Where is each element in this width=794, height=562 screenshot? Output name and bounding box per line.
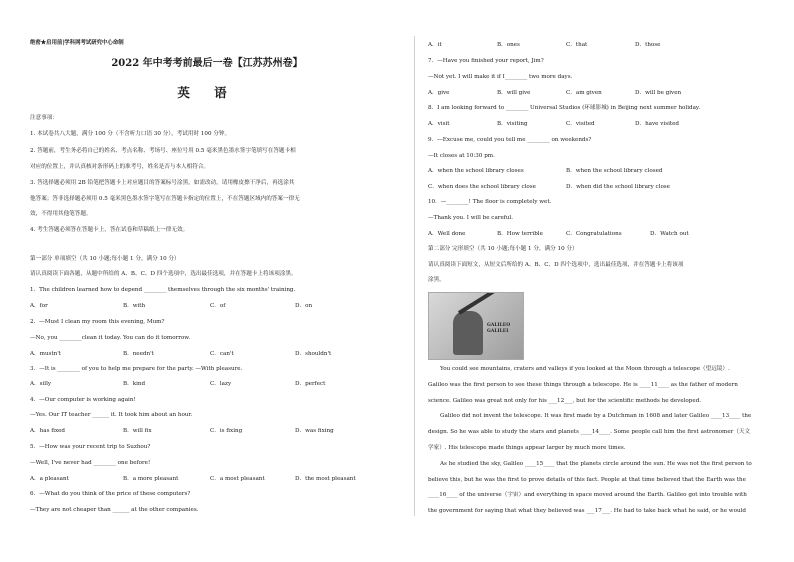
option-d[interactable]: D．was fixing <box>295 428 334 434</box>
caption-line: GALILEO <box>487 323 511 328</box>
option-a[interactable]: A．a pleasant <box>30 476 69 482</box>
option-c[interactable]: C．when does the school library close <box>428 184 536 190</box>
note-line: 1. 本试卷共八大题，满分 100 分（不含听力口语 30 分），考试用时 100 分钟。 <box>30 131 231 137</box>
option-c[interactable]: C．Congratulations <box>566 231 622 237</box>
question-stem: —They are not cheaper than ______ at the other companies. <box>30 507 199 513</box>
option-c[interactable]: C．visited <box>566 121 595 127</box>
option-b[interactable]: B．visiting <box>497 121 528 127</box>
option-c[interactable]: C．a most pleasant <box>210 476 265 482</box>
option-c[interactable]: C．can't <box>210 351 234 357</box>
option-b[interactable]: B．will give <box>497 90 531 96</box>
question-stem: 5．—How was your recent trip to Suzhou? <box>30 444 151 450</box>
option-b[interactable]: B．when the school library closed <box>566 168 663 174</box>
option-b[interactable]: B．needn't <box>123 351 154 357</box>
note-line: 2. 答题前，考生务必将自己的姓名、考点名称、考场号、座位号用 0.5 毫米黑色墨水签字笔填写在答题卡相 <box>30 148 296 154</box>
option-a[interactable]: A．silly <box>30 381 52 387</box>
passage-line: Galileo did not invent the telescope. It was first made by a Dutchman in 1608 and later Galileo ____13____ the <box>440 413 752 419</box>
illustration-caption <box>487 323 510 334</box>
option-a[interactable]: A．give <box>428 90 450 96</box>
option-b[interactable]: B．with <box>123 303 146 309</box>
option-d[interactable]: D．when did the school library close <box>566 184 670 190</box>
question-stem: —Not yet. I will make it if I________ two more days. <box>428 74 573 80</box>
option-a[interactable]: A．it <box>428 42 442 48</box>
passage-line: science. Galileo was great not only for his ___12___, but for the scientific methods he developed. <box>428 398 702 404</box>
subject-title: 英 语 <box>177 85 237 100</box>
option-c[interactable]: C．of <box>210 303 226 309</box>
option-a[interactable]: A．when the school library closes <box>428 168 524 174</box>
passage-line: believe this, but he was the first to prove details of this fact. People at that time believed that the Earth was the <box>428 477 746 483</box>
question-stem: 7．—Have you finished your report, Jim? <box>428 58 544 64</box>
option-c[interactable]: C．is fixing <box>210 428 243 434</box>
part2-instruction: 涂黑。 <box>428 277 445 283</box>
note-line: 他答案；答非选择题必须用 0.5 毫米黑色墨水签字笔写在答题卡指定的位置上，不在答题区域内的答案一律无 <box>30 196 300 202</box>
option-d[interactable]: D．those <box>635 42 661 48</box>
secret-label: 绝密★启用前|学科网考试研究中心命制 <box>30 40 124 46</box>
option-b[interactable]: B．ones <box>497 42 520 48</box>
exam-title: 2022 年中考考前最后一卷【江苏苏州卷】 <box>111 58 303 69</box>
part1-heading: 第一部分 单项填空（共 10 小题;每小题 1 分，满分 10 分） <box>30 256 180 262</box>
note-line: 3. 答选择题必须用 2B 铅笔把答题卡上对应题目的答案标号涂黑，如需改动，请用橡皮擦干净后，再选涂其 <box>30 180 295 186</box>
note-line: 4. 考生答题必须答在答题卡上，答在试卷和草稿纸上一律无效。 <box>30 227 189 233</box>
passage-line: ____16____ of the universe（宇宙）and everything in space moved around the Earth. Galileo got into trouble with <box>428 492 747 498</box>
option-c[interactable]: C．lazy <box>210 381 232 387</box>
question-stem: 2．—Must I clean my room this evening, Mum? <box>30 319 165 325</box>
question-stem: —Well, I've never had ________ one before! <box>30 460 151 466</box>
part2-heading: 第二部分 完形填空（共 10 小题;每小题 1 分，满分 10 分） <box>428 246 578 252</box>
passage-line: Galileo was the first person to see these things through a telescope. He is ____11____ as the father of modern <box>428 382 738 388</box>
option-b[interactable]: B．kind <box>123 381 146 387</box>
option-a[interactable]: A．mustn't <box>30 351 62 357</box>
passage-line: design. So he was able to study the stars and planets ____14____. Some people call him the first astronomer（天文 <box>428 429 751 435</box>
question-stem: 3．—It is ________ of you to help me prepare for the party. —With pleasure. <box>30 366 243 372</box>
option-d[interactable]: D．Watch out <box>650 231 689 237</box>
question-stem: —Yes. Our IT teacher ______ it. It took him about an hour. <box>30 412 193 418</box>
question-stem: —Thank you. I will be careful. <box>428 215 514 221</box>
note-line: 对应的位置上，并认真核对条形码上的准考号，姓名是否与本人相符合。 <box>30 164 210 170</box>
option-b[interactable]: B．will fix <box>123 428 152 434</box>
question-stem: 8．I am looking forward to ________ Universal Studios (环球影城) in Beijing next summer holiday. <box>428 105 701 111</box>
option-d[interactable]: D．the most pleasant <box>295 476 356 482</box>
option-d[interactable]: D．shouldn't <box>295 351 332 357</box>
question-stem: 1．The children learned how to depend ________ themselves through the six months' training. <box>30 287 296 293</box>
option-a[interactable]: A．Well done <box>428 231 466 237</box>
option-d[interactable]: D．have visited <box>635 121 680 127</box>
option-a[interactable]: A．has fixed <box>30 428 65 434</box>
option-b[interactable]: B．a more pleasant <box>123 476 179 482</box>
question-stem: 4．—Our computer is working again! <box>30 397 136 403</box>
astronomer-figure <box>453 311 483 355</box>
note-line: 效，不得用其他笔答题。 <box>30 211 92 217</box>
option-a[interactable]: A．visit <box>428 121 450 127</box>
passage-line: You could see mountains, craters and valleys if you looked at the Moon through a telescope（望远镜）. <box>440 366 730 372</box>
question-stem: 10．—________! The floor is completely wet. <box>428 199 552 205</box>
question-stem: —It closes at 10:30 pm. <box>428 153 495 159</box>
option-b[interactable]: B．How terrible <box>497 231 543 237</box>
part1-instruction: 请认真阅读下面各题，从题中所给的 A、B、C、D 四个选项中，选出最佳选项，并在答题卡上将该项涂黑。 <box>30 271 297 277</box>
option-c[interactable]: C．am given <box>566 90 602 96</box>
caption-line: GALILEI <box>487 328 509 334</box>
question-stem: 9．—Excuse me, could you tell me ________ on weekends? <box>428 137 592 143</box>
option-a[interactable]: A．for <box>30 303 48 309</box>
column-divider <box>414 36 415 516</box>
question-stem: 6．—What do you think of the price of these computers? <box>30 491 191 497</box>
option-c[interactable]: C．that <box>566 42 588 48</box>
galileo-illustration <box>428 292 524 360</box>
part2-instruction: 请认真阅读下面短文，从短文后所给的 A、B、C、D 四个选项中，选出最佳选项，并在答题卡上将该项 <box>428 262 684 268</box>
passage-line: 学家）. His telescope made things appear larger by much more times. <box>428 445 626 451</box>
option-d[interactable]: D．on <box>295 303 313 309</box>
question-stem: —No, you ________clean it today. You can do it tomorrow. <box>30 335 191 341</box>
passage-line: the government for saying that what they believed was ___17___. He had to take back what he said, or he would <box>428 508 746 514</box>
notes-heading: 注意事项： <box>30 115 58 121</box>
passage-line: As he studied the sky, Galileo ____15____ that the planets circle around the sun. He was not the first person to <box>440 461 752 467</box>
option-d[interactable]: D．perfect <box>295 381 326 387</box>
option-d[interactable]: D．will be given <box>635 90 682 96</box>
